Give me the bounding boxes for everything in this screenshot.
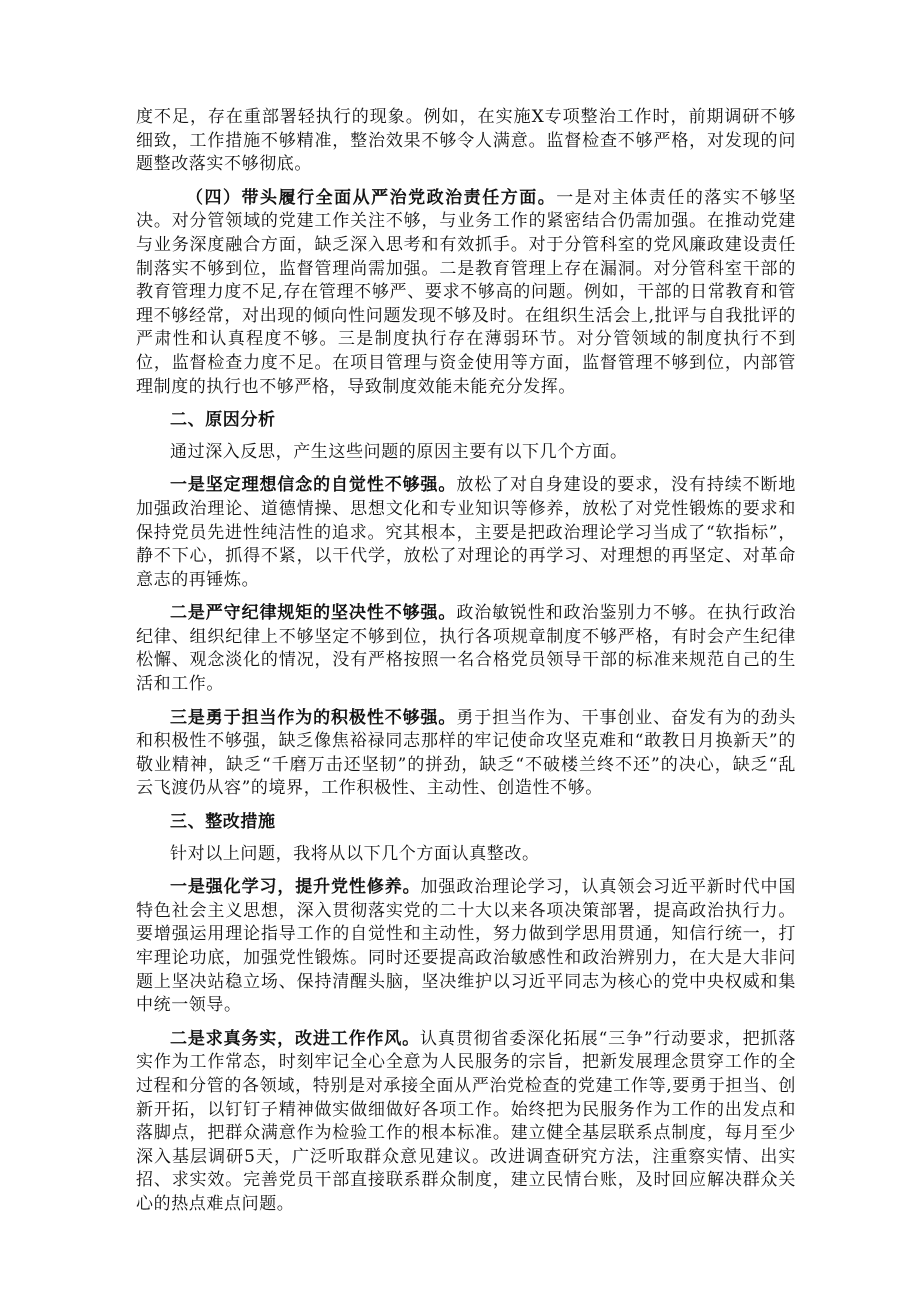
measure-2-body: 认真贯彻省委深化拓展“三争”行动要求，把抓落实作为工作常态，时刻牢记全心全意为人民服务的宗旨，把新发展理念贯穿工作的全过程和分管的各领域，特别是对承接全面从严治党检查的党建工作等,要勇于担当、创新开拓，以钉钉子精神做实做细做好各项工作。始终把为民服务作为工作的出发点和落脚点，把群众满意作为检验工作的根本标准。建立健全基层联系点制度，每月至少深入基层调研5天，广泛听取群众意见建议。改进调查研究方法，注重察实情、出实招、求实效。完善党员干部直接联系群众制度，建立民情台账，及时回应解决群众关心的热点难点问题。 (136, 1028, 796, 1214)
cause-3-lead: 三是勇于担当作为的积极性不够强。 (170, 707, 457, 728)
section-4-paragraph (136, 187, 796, 399)
cause-2-lead: 二是严守纪律规矩的坚决性不够强。 (170, 603, 457, 624)
cause-2-body: 政治敏锐性和政治鉴别力不够。在执行政治纪律、组织纪律上不够坚定不够到位，执行各项规章制度不够严格，有时会产生纪律松懈、观念淡化的情况，没有严格按照一名合格党员领导干部的标准来规范自己的生活和工作。 (136, 603, 796, 695)
section-4-body: 一是对主体责任的落实不够坚决。对分管领域的党建工作关注不够，与业务工作的紧密结合仍需加强。在推动党建与业务深度融合方面，缺乏深入思考和有效抓手。对于分管科室的党风廉政建设责任制落实不够到位，监督管理尚需加强。二是教育管理上存在漏洞。对分管科室干部的教育管理力度不足,存在管理不够严、要求不够高的问题。例如，干部的日常教育和管理不够经常，对出现的倾向性问题发现不够及时。在组织生活会上,批评与自我批评的严肃性和认真程度不够。三是制度执行存在薄弱环节。对分管领域的制度执行不到位，监督检查力度不足。在项目管理与资金使用等方面，监督管理不够到位，内部管理制度的执行也不够严格，导致制度效能未能充分发挥。 (136, 187, 796, 397)
heading-cause-analysis: 二、原因分析 (170, 410, 276, 431)
paragraph-continuation: 度不足，存在重部署轻执行的现象。例如，在实施X专项整治工作时，前期调研不够细致，工作措施不够精准，整治效果不够令人满意。监督检查不够严格，对发现的问题整改落实不够彻底。 (136, 107, 796, 175)
cause-1-paragraph (136, 474, 796, 592)
cause-3-body: 勇于担当作为、干事创业、奋发有为的劲头和积极性不够强，缺乏像焦裕禄同志那样的牢记使命攻坚克难和“敢教日月换新天”的敬业精神，缺乏“千磨万击还坚韧”的拼劲，缺乏“不破楼兰终不还”的决心，缺乏“乱云飞渡仍从容”的境界，工作积极性、主动性、创造性不够。 (136, 707, 796, 799)
measure-2-paragraph (136, 1028, 796, 1217)
cause-2-paragraph (136, 602, 796, 696)
document-page (136, 106, 796, 1217)
cause-3-paragraph (136, 707, 796, 801)
measure-1-paragraph (136, 876, 796, 1018)
section-4-lead: （四）带头履行全面从严治党政治责任方面。 (186, 187, 557, 208)
heading-rectification: 三、整改措施 (170, 812, 276, 833)
cause-1-body: 放松了对自身建设的要求，没有持续不断地加强政治理论、道德情操、思想文化和专业知识等修养，放松了对党性锻炼的要求和保持党员先进性纯洁性的追求。究其根本，主要是把政治理论学习当成了“软指标”，静不下心，抓得不紧，以干代学，放松了对理论的再学习、对理想的再坚定、对革命意志的再锤炼。 (136, 475, 796, 590)
cause-intro: 通过深入反思，产生这些问题的原因主要有以下几个方面。 (170, 441, 628, 462)
cause-1-lead: 一是坚定理想信念的自觉性不够强。 (170, 475, 457, 496)
measure-1-body: 加强政治理论学习，认真领会习近平新时代中国特色社会主义思想，深入贯彻落实党的二十大以来各项决策部署，提高政治执行力。要增强运用理论指导工作的自觉性和主动性，努力做到学思用贯通，知信行统一，打牢理论功底，加强党性锻炼。同时还要提高政治敏感性和政治辨别力，在大是大非问题上坚决站稳立场、保持清醒头脑，坚决维护以习近平同志为核心的党中央权威和集中统一领导。 (136, 877, 796, 1016)
measures-intro: 针对以上问题，我将从以下几个方面认真整改。 (170, 843, 540, 864)
measure-1-lead: 一是强化学习，提升党性修养。 (170, 877, 421, 898)
measure-2-lead: 二是求真务实，改进工作作风。 (170, 1028, 420, 1049)
